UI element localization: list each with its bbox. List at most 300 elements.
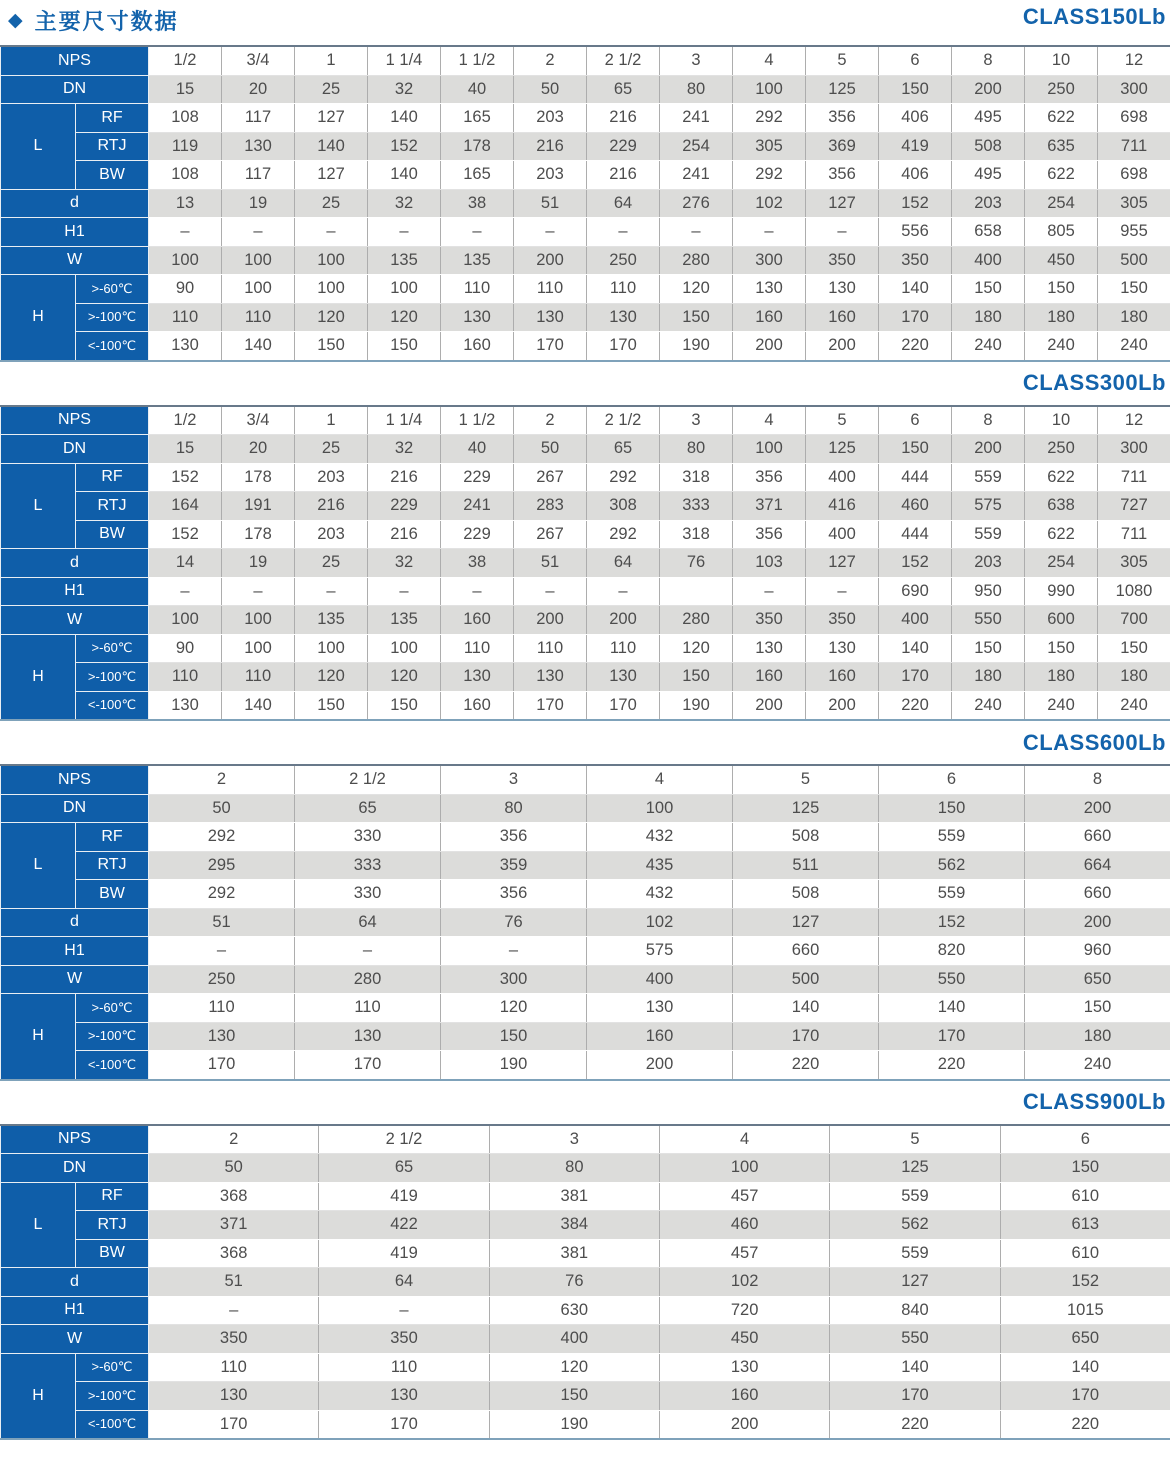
cell-bw-12: 622 (1025, 520, 1098, 549)
cell-w-12: 600 (1025, 606, 1098, 635)
cell-h_gt60-2: 120 (489, 1353, 659, 1382)
cell-dn-0: 50 (149, 794, 295, 823)
cell-dn-6: 65 (587, 75, 660, 104)
cell-h1-1: – (222, 577, 295, 606)
cell-bw-12: 622 (1025, 161, 1098, 190)
cell-h1-0: – (149, 1296, 319, 1325)
cell-rtj-0: 295 (149, 851, 295, 880)
cell-h1-7: – (660, 218, 733, 247)
row-label-h_lt100: <-100℃ (76, 691, 149, 720)
cell-rtj-10: 419 (879, 132, 952, 161)
cell-h_gt60-13: 150 (1098, 275, 1170, 304)
cell-d-5: 51 (514, 189, 587, 218)
cell-bw-6: 660 (1025, 880, 1170, 909)
cell-h_gt100-3: 120 (368, 303, 441, 332)
cell-h_lt100-11: 240 (952, 691, 1025, 720)
cell-nps-4: 1 1/2 (441, 46, 514, 75)
cell-d-0: 51 (149, 1268, 319, 1297)
cell-h1-5: – (514, 577, 587, 606)
cell-d-11: 203 (952, 189, 1025, 218)
cell-d-12: 254 (1025, 549, 1098, 578)
cell-h_gt60-3: 130 (587, 994, 733, 1023)
cell-d-7: 76 (660, 549, 733, 578)
cell-h_gt100-2: 120 (295, 663, 368, 692)
cell-nps-11: 8 (952, 406, 1025, 435)
cell-rf-12: 622 (1025, 104, 1098, 133)
cell-h1-2: – (441, 937, 587, 966)
cell-h_lt100-4: 160 (441, 691, 514, 720)
cell-d-9: 127 (806, 549, 879, 578)
cell-h1-6: – (587, 577, 660, 606)
cell-d-8: 103 (733, 549, 806, 578)
row-label-rtj: RTJ (76, 1211, 149, 1240)
cell-d-2: 76 (441, 908, 587, 937)
cell-w-11: 400 (952, 246, 1025, 275)
row-label-w: W (1, 246, 149, 275)
cell-w-4: 135 (441, 246, 514, 275)
cell-h1-3: 720 (659, 1296, 829, 1325)
cell-rf-3: 140 (368, 104, 441, 133)
cell-h_lt100-6: 170 (587, 332, 660, 361)
row-group-label-l: L (1, 463, 76, 549)
cell-h_gt60-10: 140 (879, 634, 952, 663)
cell-rtj-2: 216 (295, 492, 368, 521)
class600-table (0, 764, 1170, 1081)
cell-h1-1: – (222, 218, 295, 247)
cell-rf-5: 559 (879, 823, 1025, 852)
cell-rtj-6: 664 (1025, 851, 1170, 880)
cell-h_gt60-6: 110 (587, 275, 660, 304)
cell-h_gt60-6: 150 (1025, 994, 1170, 1023)
cell-h_lt100-13: 240 (1098, 332, 1170, 361)
cell-d-8: 102 (733, 189, 806, 218)
cell-h_gt100-12: 180 (1025, 303, 1098, 332)
cell-h_lt100-8: 200 (733, 332, 806, 361)
cell-h_gt60-2: 120 (441, 994, 587, 1023)
cell-h1-4: – (441, 218, 514, 247)
cell-rf-4: 229 (441, 463, 514, 492)
cell-d-4: 38 (441, 549, 514, 578)
cell-w-2: 300 (441, 965, 587, 994)
cell-d-3: 102 (587, 908, 733, 937)
cell-bw-3: 216 (368, 520, 441, 549)
cell-nps-5: 6 (1000, 1125, 1170, 1154)
cell-h_lt100-4: 160 (441, 332, 514, 361)
cell-nps-5: 2 (514, 46, 587, 75)
cell-h_lt100-5: 220 (879, 1051, 1025, 1080)
cell-d-4: 127 (830, 1268, 1000, 1297)
row-group-label-h: H (1, 275, 76, 361)
cell-nps-6: 2 1/2 (587, 406, 660, 435)
cell-h_gt100-7: 150 (660, 663, 733, 692)
cell-w-7: 280 (660, 246, 733, 275)
row-label-nps: NPS (1, 46, 149, 75)
cell-w-8: 350 (733, 606, 806, 635)
class600-table-container (0, 764, 1170, 1081)
cell-nps-3: 1 1/4 (368, 406, 441, 435)
row-label-dn: DN (1, 794, 149, 823)
cell-h_gt100-10: 170 (879, 663, 952, 692)
cell-h_lt100-13: 240 (1098, 691, 1170, 720)
cell-h1-9: – (806, 218, 879, 247)
cell-nps-0: 1/2 (149, 406, 222, 435)
cell-rf-8: 292 (733, 104, 806, 133)
cell-nps-9: 5 (806, 406, 879, 435)
cell-h_gt60-8: 130 (733, 275, 806, 304)
cell-nps-6: 2 1/2 (587, 46, 660, 75)
cell-d-10: 152 (879, 189, 952, 218)
cell-h1-11: 950 (952, 577, 1025, 606)
page-header (0, 0, 1170, 45)
cell-bw-3: 432 (587, 880, 733, 909)
row-group-label-l: L (1, 104, 76, 190)
cell-bw-6: 216 (587, 161, 660, 190)
cell-rtj-3: 460 (659, 1211, 829, 1240)
cell-h1-2: – (295, 577, 368, 606)
cell-dn-12: 250 (1025, 75, 1098, 104)
cell-bw-9: 356 (806, 161, 879, 190)
cell-h_lt100-1: 140 (222, 332, 295, 361)
cell-h1-9: – (806, 577, 879, 606)
cell-rf-10: 444 (879, 463, 952, 492)
cell-h_lt100-3: 150 (368, 691, 441, 720)
cell-d-13: 305 (1098, 549, 1170, 578)
cell-rtj-6: 308 (587, 492, 660, 521)
cell-h_gt100-1: 110 (222, 303, 295, 332)
cell-bw-5: 203 (514, 161, 587, 190)
cell-h_gt100-0: 110 (149, 663, 222, 692)
row-label-dn: DN (1, 1154, 149, 1183)
cell-bw-1: 330 (295, 880, 441, 909)
cell-h_gt100-10: 170 (879, 303, 952, 332)
cell-h1-7 (660, 577, 733, 606)
cell-h_lt100-8: 200 (733, 691, 806, 720)
cell-h_gt60-3: 100 (368, 275, 441, 304)
cell-h_gt100-11: 180 (952, 663, 1025, 692)
cell-rtj-8: 371 (733, 492, 806, 521)
diamond-icon: ◆ (8, 10, 25, 31)
row-group-label-h: H (1, 1353, 76, 1439)
cell-w-5: 200 (514, 246, 587, 275)
cell-w-1: 280 (295, 965, 441, 994)
cell-rf-3: 432 (587, 823, 733, 852)
cell-nps-3: 1 1/4 (368, 46, 441, 75)
cell-rtj-11: 508 (952, 132, 1025, 161)
cell-h1-5: 1015 (1000, 1296, 1170, 1325)
cell-h1-6: 960 (1025, 937, 1170, 966)
cell-nps-5: 6 (879, 765, 1025, 794)
cell-d-2: 25 (295, 189, 368, 218)
cell-rf-4: 559 (830, 1182, 1000, 1211)
cell-rtj-13: 711 (1098, 132, 1170, 161)
cell-h_gt60-13: 150 (1098, 634, 1170, 663)
cell-h_gt100-4: 170 (733, 1022, 879, 1051)
cell-dn-2: 80 (489, 1154, 659, 1183)
cell-nps-9: 5 (806, 46, 879, 75)
cell-bw-3: 457 (659, 1239, 829, 1268)
cell-h_gt100-4: 170 (830, 1382, 1000, 1411)
cell-h1-2: 630 (489, 1296, 659, 1325)
cell-nps-1: 3/4 (222, 46, 295, 75)
cell-h_gt60-5: 110 (514, 275, 587, 304)
row-label-rtj: RTJ (76, 492, 149, 521)
cell-rtj-5: 613 (1000, 1211, 1170, 1240)
cell-rf-5: 203 (514, 104, 587, 133)
row-label-h_gt100: >-100℃ (76, 663, 149, 692)
cell-d-4: 127 (733, 908, 879, 937)
cell-h_lt100-9: 200 (806, 332, 879, 361)
cell-w-4: 160 (441, 606, 514, 635)
cell-h_lt100-1: 140 (222, 691, 295, 720)
cell-rtj-12: 638 (1025, 492, 1098, 521)
class300-table (0, 405, 1170, 722)
cell-rtj-9: 369 (806, 132, 879, 161)
cell-h_gt60-0: 90 (149, 634, 222, 663)
cell-dn-7: 80 (660, 435, 733, 464)
cell-d-7: 276 (660, 189, 733, 218)
cell-rf-3: 216 (368, 463, 441, 492)
cell-rf-2: 127 (295, 104, 368, 133)
cell-dn-10: 150 (879, 75, 952, 104)
cell-h1-0: – (149, 577, 222, 606)
cell-h_lt100-0: 170 (149, 1410, 319, 1439)
row-label-rtj: RTJ (76, 132, 149, 161)
cell-h_gt60-0: 90 (149, 275, 222, 304)
cell-h_lt100-5: 220 (1000, 1410, 1170, 1439)
cell-h1-10: 556 (879, 218, 952, 247)
cell-rtj-5: 216 (514, 132, 587, 161)
cell-rf-13: 698 (1098, 104, 1170, 133)
class900-label: CLASS900Lb (1022, 1089, 1166, 1115)
row-label-h1: H1 (1, 1296, 149, 1325)
cell-bw-8: 356 (733, 520, 806, 549)
cell-d-5: 152 (879, 908, 1025, 937)
row-label-h_gt100: >-100℃ (76, 303, 149, 332)
cell-h_gt100-5: 170 (879, 1022, 1025, 1051)
cell-rtj-6: 229 (587, 132, 660, 161)
cell-h_gt100-3: 160 (659, 1382, 829, 1411)
cell-dn-5: 50 (514, 75, 587, 104)
cell-nps-2: 3 (441, 765, 587, 794)
cell-w-6: 250 (587, 246, 660, 275)
cell-d-3: 32 (368, 549, 441, 578)
cell-dn-6: 200 (1025, 794, 1170, 823)
cell-h_gt60-4: 140 (830, 1353, 1000, 1382)
cell-h_gt60-1: 110 (319, 1353, 489, 1382)
row-label-w: W (1, 606, 149, 635)
cell-h1-2: – (295, 218, 368, 247)
cell-rf-10: 406 (879, 104, 952, 133)
cell-nps-12: 10 (1025, 46, 1098, 75)
cell-h_lt100-0: 130 (149, 691, 222, 720)
cell-w-5: 650 (1000, 1325, 1170, 1354)
cell-h_lt100-3: 200 (587, 1051, 733, 1080)
cell-rf-2: 203 (295, 463, 368, 492)
cell-h_gt100-2: 120 (295, 303, 368, 332)
cell-rf-5: 610 (1000, 1182, 1170, 1211)
cell-d-3: 102 (659, 1268, 829, 1297)
cell-rtj-5: 283 (514, 492, 587, 521)
row-label-h_lt100: <-100℃ (76, 332, 149, 361)
cell-dn-2: 80 (441, 794, 587, 823)
cell-d-0: 13 (149, 189, 222, 218)
row-label-rf: RF (76, 823, 149, 852)
cell-w-5: 200 (514, 606, 587, 635)
row-label-h_gt100: >-100℃ (76, 1382, 149, 1411)
cell-h1-4: 660 (733, 937, 879, 966)
cell-rtj-0: 119 (149, 132, 222, 161)
cell-rtj-8: 305 (733, 132, 806, 161)
cell-nps-3: 4 (587, 765, 733, 794)
cell-rtj-1: 191 (222, 492, 295, 521)
cell-h_lt100-5: 170 (514, 332, 587, 361)
row-label-rf: RF (76, 1182, 149, 1211)
cell-h_lt100-9: 200 (806, 691, 879, 720)
cell-w-1: 350 (319, 1325, 489, 1354)
cell-dn-4: 125 (830, 1154, 1000, 1183)
cell-nps-13: 12 (1098, 46, 1170, 75)
cell-h_gt60-1: 110 (295, 994, 441, 1023)
cell-rf-0: 108 (149, 104, 222, 133)
row-label-h_gt60: >-60℃ (76, 634, 149, 663)
cell-h_lt100-3: 200 (659, 1410, 829, 1439)
cell-rtj-1: 422 (319, 1211, 489, 1240)
cell-nps-2: 1 (295, 46, 368, 75)
cell-bw-1: 419 (319, 1239, 489, 1268)
cell-bw-10: 444 (879, 520, 952, 549)
row-label-d: d (1, 908, 149, 937)
cell-dn-9: 125 (806, 75, 879, 104)
class600-label: CLASS600Lb (1022, 729, 1166, 755)
row-label-rf: RF (76, 463, 149, 492)
cell-h_gt100-0: 110 (149, 303, 222, 332)
cell-bw-4: 559 (830, 1239, 1000, 1268)
cell-bw-0: 292 (149, 880, 295, 909)
cell-d-6: 64 (587, 189, 660, 218)
cell-d-2: 76 (489, 1268, 659, 1297)
row-label-w: W (1, 1325, 149, 1354)
cell-bw-2: 381 (489, 1239, 659, 1268)
cell-d-0: 14 (149, 549, 222, 578)
cell-bw-5: 610 (1000, 1239, 1170, 1268)
cell-dn-9: 125 (806, 435, 879, 464)
cell-w-1: 100 (222, 606, 295, 635)
cell-h_gt100-5: 130 (514, 303, 587, 332)
row-label-d: d (1, 189, 149, 218)
cell-h_gt100-12: 180 (1025, 663, 1098, 692)
cell-rtj-0: 164 (149, 492, 222, 521)
cell-dn-3: 100 (659, 1154, 829, 1183)
cell-w-6: 200 (587, 606, 660, 635)
row-label-h_gt60: >-60℃ (76, 275, 149, 304)
cell-dn-3: 32 (368, 75, 441, 104)
class300-label: CLASS300Lb (1022, 370, 1166, 396)
cell-rtj-11: 575 (952, 492, 1025, 521)
cell-bw-1: 178 (222, 520, 295, 549)
cell-w-0: 100 (149, 606, 222, 635)
cell-h_lt100-2: 150 (295, 691, 368, 720)
cell-bw-13: 711 (1098, 520, 1170, 549)
cell-rtj-13: 727 (1098, 492, 1170, 521)
cell-rtj-10: 460 (879, 492, 952, 521)
cell-d-4: 38 (441, 189, 514, 218)
cell-d-1: 19 (222, 549, 295, 578)
row-label-nps: NPS (1, 406, 149, 435)
cell-h_gt100-8: 160 (733, 663, 806, 692)
cell-rf-7: 241 (660, 104, 733, 133)
cell-h1-0: – (149, 937, 295, 966)
cell-d-9: 127 (806, 189, 879, 218)
cell-h_gt60-11: 150 (952, 275, 1025, 304)
cell-h_lt100-7: 190 (660, 332, 733, 361)
cell-h_gt60-5: 140 (1000, 1353, 1170, 1382)
cell-h_gt100-0: 130 (149, 1022, 295, 1051)
cell-dn-0: 50 (149, 1154, 319, 1183)
cell-nps-10: 6 (879, 406, 952, 435)
cell-h_gt100-7: 150 (660, 303, 733, 332)
cell-bw-0: 108 (149, 161, 222, 190)
cell-h_gt60-10: 140 (879, 275, 952, 304)
cell-h1-13: 1080 (1098, 577, 1170, 606)
cell-h_gt60-7: 120 (660, 634, 733, 663)
page-title-text: 主要尺寸数据 (34, 9, 179, 34)
cell-h_lt100-12: 240 (1025, 332, 1098, 361)
cell-w-2: 400 (489, 1325, 659, 1354)
cell-dn-4: 125 (733, 794, 879, 823)
cell-d-1: 64 (295, 908, 441, 937)
cell-nps-0: 2 (149, 1125, 319, 1154)
cell-h_lt100-2: 190 (489, 1410, 659, 1439)
cell-h_gt60-6: 110 (587, 634, 660, 663)
cell-rtj-4: 241 (441, 492, 514, 521)
cell-h_gt60-12: 150 (1025, 634, 1098, 663)
cell-bw-5: 267 (514, 520, 587, 549)
cell-nps-5: 2 (514, 406, 587, 435)
cell-rf-13: 711 (1098, 463, 1170, 492)
cell-h_gt100-11: 180 (952, 303, 1025, 332)
cell-h_gt60-4: 110 (441, 634, 514, 663)
cell-w-8: 300 (733, 246, 806, 275)
cell-dn-5: 150 (879, 794, 1025, 823)
cell-rf-12: 622 (1025, 463, 1098, 492)
cell-w-3: 135 (368, 606, 441, 635)
cell-bw-11: 495 (952, 161, 1025, 190)
class300-table-container (0, 405, 1170, 722)
cell-w-7: 280 (660, 606, 733, 635)
cell-rf-0: 152 (149, 463, 222, 492)
cell-h_lt100-12: 240 (1025, 691, 1098, 720)
row-label-h_gt60: >-60℃ (76, 994, 149, 1023)
row-label-bw: BW (76, 1239, 149, 1268)
cell-w-2: 100 (295, 246, 368, 275)
cell-w-4: 550 (830, 1325, 1000, 1354)
cell-dn-4: 40 (441, 435, 514, 464)
cell-dn-0: 15 (149, 435, 222, 464)
cell-rtj-0: 371 (149, 1211, 319, 1240)
cell-h1-3: 575 (587, 937, 733, 966)
cell-h_gt60-12: 150 (1025, 275, 1098, 304)
cell-bw-7: 241 (660, 161, 733, 190)
cell-h_gt100-0: 130 (149, 1382, 319, 1411)
cell-dn-7: 80 (660, 75, 733, 104)
cell-h_lt100-4: 220 (733, 1051, 879, 1080)
cell-w-1: 100 (222, 246, 295, 275)
cell-rf-8: 356 (733, 463, 806, 492)
cell-nps-13: 12 (1098, 406, 1170, 435)
cell-nps-2: 1 (295, 406, 368, 435)
cell-bw-0: 368 (149, 1239, 319, 1268)
cell-dn-5: 150 (1000, 1154, 1170, 1183)
